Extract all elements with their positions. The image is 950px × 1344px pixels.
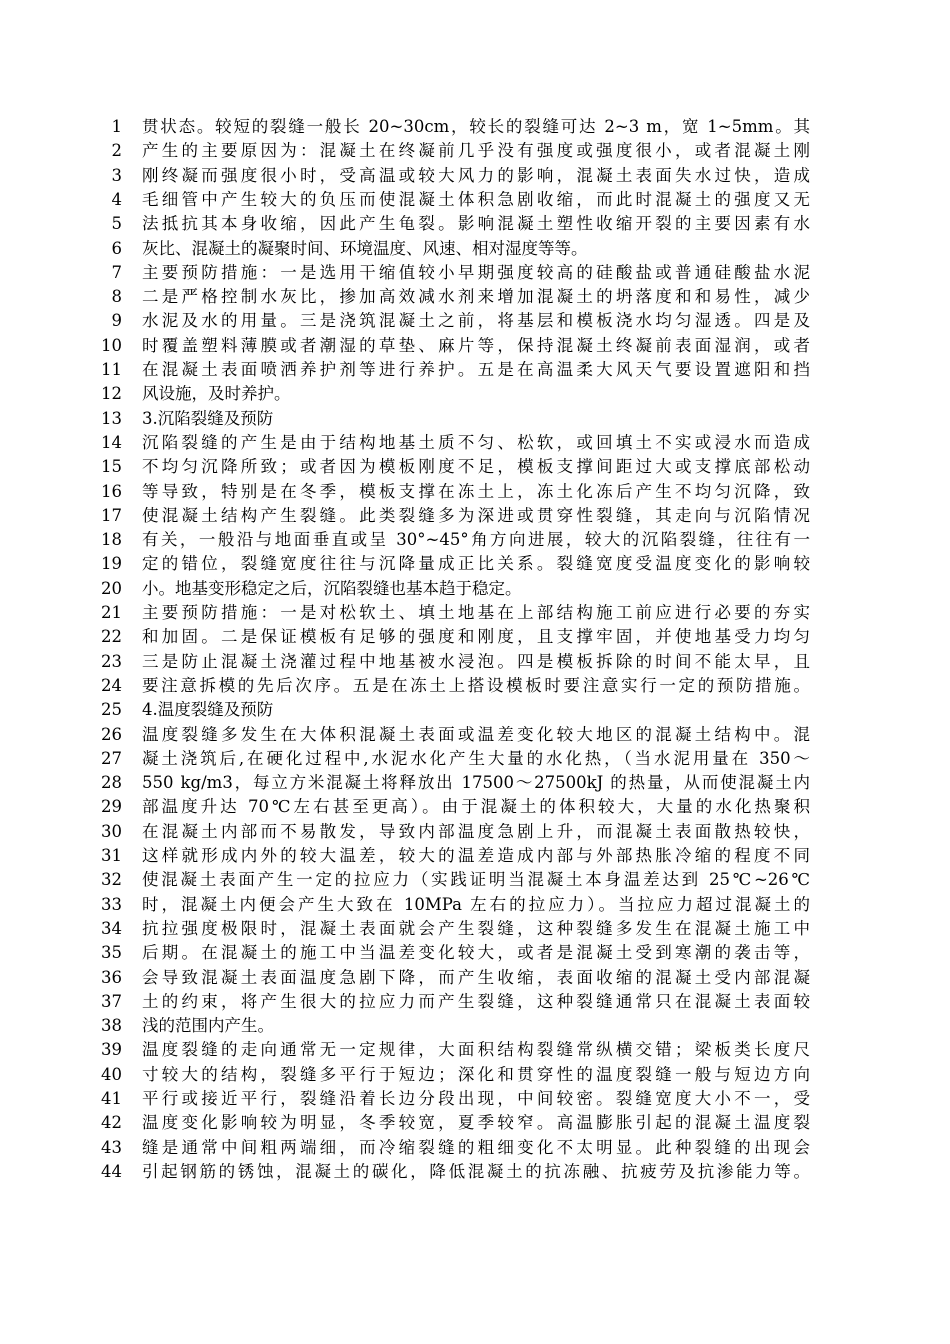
line-number: 25	[101, 700, 122, 720]
line-number: 26	[101, 724, 122, 744]
line-text: 灰比、混凝土的凝聚时间、环境温度、风速、相对湿度等等。	[142, 238, 588, 258]
document-line	[0, 673, 950, 699]
line-number: 27	[101, 748, 122, 768]
line-text: 寸较大的结构，裂缝多平行于短边；深化和贯穿性的温度裂缝一般与短边方向	[142, 1064, 810, 1084]
line-number: 23	[101, 651, 122, 671]
line-text: 刚终凝而强度很小时，受高温或较大风力的影响，混凝土表面失水过快，造成	[142, 165, 810, 185]
line-text: 部温度升达 70℃左右甚至更高）。由于混凝土的体积较大，大量的水化热聚积	[142, 797, 810, 817]
line-text: 在混凝土内部而不易散发，导致内部温度急剧上升，而混凝土表面散热较快，	[142, 821, 810, 841]
line-number: 8	[111, 287, 122, 307]
document-line	[0, 551, 950, 577]
document-line	[0, 479, 950, 505]
document-line	[0, 114, 950, 140]
document-line	[0, 940, 950, 966]
document-line	[0, 333, 950, 359]
line-text: 这样就形成内外的较大温差，较大的温差造成内部与外部热胀冷缩的程度不同	[142, 846, 810, 865]
line-number: 6	[111, 238, 122, 258]
document-line	[0, 600, 950, 626]
line-number: 37	[101, 991, 122, 1011]
document-line	[0, 746, 950, 772]
line-text: 会导致混凝土表面温度急剧下降，而产生收缩，表面收缩的混凝土受内部混凝	[142, 967, 810, 987]
line-number: 19	[101, 554, 122, 574]
line-number: 12	[101, 384, 122, 404]
line-number: 31	[101, 846, 122, 865]
document-line	[0, 503, 950, 529]
line-number: 44	[101, 1161, 122, 1181]
line-text: 和加固。二是保证模板有足够的强度和刚度，且支撑牢固，并使地基受力均匀	[142, 627, 810, 647]
line-text: 二是严格控制水灰比，掺加高效减水剂来增加混凝土的坍落度和和易性，减少	[142, 287, 810, 307]
line-text: 4.温度裂缝及预防	[142, 700, 274, 720]
document-line	[0, 308, 950, 334]
line-number: 10	[101, 335, 122, 355]
line-number: 24	[101, 675, 122, 695]
line-text: 主要预防措施：一是选用干缩值较小早期强度较高的硅酸盐或普通硅酸盐水泥	[142, 262, 810, 282]
document-line	[0, 284, 950, 310]
line-number: 18	[101, 530, 122, 550]
line-number: 28	[101, 773, 122, 793]
line-text: 3.沉陷裂缝及预防	[142, 408, 274, 428]
line-number: 21	[101, 603, 122, 622]
line-text: 550 kg/m3，每立方米混凝土将释放出 17500～27500kJ 的热量，从而使混凝土内	[142, 773, 810, 793]
line-text: 要注意拆模的先后次序。五是在冻土上搭设模板时要注意实行一定的预防措施。	[142, 675, 810, 695]
line-number: 16	[101, 481, 122, 501]
line-number: 13	[101, 408, 122, 428]
line-number: 36	[101, 967, 122, 987]
line-number: 3	[111, 165, 122, 185]
line-text: 抗拉强度极限时，混凝土表面就会产生裂缝，这种裂缝多发生在混凝土施工中	[142, 918, 810, 938]
document-line	[0, 1086, 950, 1112]
document-line	[0, 819, 950, 845]
line-number: 30	[101, 821, 122, 841]
line-number: 34	[101, 918, 122, 938]
document-line	[0, 697, 950, 723]
line-text: 产生的主要原因为：混凝土在终凝前几乎没有强度或强度很小，或者混凝土刚	[142, 141, 810, 161]
line-number: 41	[101, 1089, 122, 1108]
document-line	[0, 1062, 950, 1088]
line-text: 毛细管中产生较大的负压而使混凝土体积急剧收缩，而此时混凝土的强度又无	[142, 189, 810, 209]
line-text: 法抵抗其本身收缩，因此产生龟裂。影响混凝土塑性收缩开裂的主要因素有水	[142, 214, 810, 234]
document-line	[0, 1013, 950, 1039]
document-line	[0, 1135, 950, 1161]
line-text: 水泥及水的用量。三是浇筑混凝土之前，将基层和模板浇水均匀湿透。四是及	[142, 311, 810, 331]
document-line	[0, 649, 950, 675]
document-line	[0, 892, 950, 918]
document-line	[0, 916, 950, 942]
line-text: 三是防止混凝土浇灌过程中地基被水浸泡。四是模板拆除的时间不能太早，且	[142, 651, 810, 671]
line-number: 32	[101, 870, 122, 890]
line-number: 17	[101, 505, 122, 525]
line-number: 42	[101, 1113, 122, 1133]
line-text: 定的错位，裂缝宽度往往与沉降量成正比关系。裂缝宽度受温度变化的影响较	[142, 554, 810, 574]
document-line	[0, 430, 950, 456]
document-line	[0, 624, 950, 650]
line-number: 40	[101, 1064, 122, 1084]
document-line	[0, 965, 950, 991]
document-line	[0, 843, 950, 869]
line-text: 小。地基变形稳定之后，沉陷裂缝也基本趋于稳定。	[142, 578, 522, 598]
line-number: 38	[101, 1016, 122, 1036]
line-text: 时覆盖塑料薄膜或者潮湿的草垫、麻片等，保持混凝土终凝前表面湿润，或者	[142, 335, 810, 355]
line-text: 时，混凝土内便会产生大致在 10MPa 左右的拉应力）。当拉应力超过混凝土的	[142, 894, 810, 914]
line-text: 缝是通常中间粗两端细，而冷缩裂缝的粗细变化不太明显。此种裂缝的出现会	[142, 1137, 810, 1157]
line-text: 贯状态。较短的裂缝一般长 20~30cm，较长的裂缝可达 2~3 m，宽 1~5mm。其	[142, 117, 810, 136]
line-text: 凝土浇筑后,在硬化过程中,水泥水化产生大量的水化热，（当水泥用量在 350～	[142, 748, 810, 768]
line-number: 4	[111, 189, 122, 209]
line-number: 33	[101, 894, 122, 914]
line-text: 土的约束，将产生很大的拉应力而产生裂缝，这种裂缝通常只在混凝土表面较	[142, 991, 810, 1011]
document-line	[0, 260, 950, 286]
document-line	[0, 163, 950, 189]
document-line	[0, 211, 950, 237]
line-number: 5	[111, 214, 122, 234]
line-number: 39	[101, 1040, 122, 1060]
line-text: 温度裂缝的走向通常无一定规律，大面积结构裂缝常纵横交错；梁板类长度尺	[142, 1040, 810, 1060]
line-number: 43	[101, 1137, 122, 1157]
line-number: 22	[101, 627, 122, 647]
line-number: 29	[101, 797, 122, 817]
line-text: 平行或接近平行，裂缝沿着长边分段出现，中间较密。裂缝宽度大小不一，受	[142, 1089, 810, 1108]
line-text: 温度裂缝多发生在大体积混凝土表面或温差变化较大地区的混凝土结构中。混	[142, 724, 810, 744]
document-line	[0, 722, 950, 748]
line-number: 14	[101, 432, 122, 452]
document-line	[0, 1110, 950, 1136]
line-text: 主要预防措施：一是对松软土、填土地基在上部结构施工前应进行必要的夯实	[142, 603, 810, 622]
document-line	[0, 1159, 950, 1185]
line-number: 2	[111, 141, 122, 161]
document-line	[0, 406, 950, 432]
line-number: 15	[101, 457, 122, 477]
document-line	[0, 770, 950, 796]
line-text: 使混凝土表面产生一定的拉应力（实践证明当混凝土本身温差达到 25℃~26℃	[142, 870, 810, 890]
document-line	[0, 454, 950, 480]
line-text: 在混凝土表面喷洒养护剂等进行养护。五是在高温柔大风天气要设置遮阳和挡	[142, 360, 810, 379]
document-line	[0, 989, 950, 1015]
line-number: 7	[111, 262, 122, 282]
line-text: 引起钢筋的锈蚀，混凝土的碳化，降低混凝土的抗冻融、抗疲劳及抗渗能力等。	[142, 1161, 810, 1181]
line-number: 9	[111, 311, 122, 331]
document-line	[0, 357, 950, 383]
line-number: 20	[101, 578, 122, 598]
document-line	[0, 794, 950, 820]
line-text: 等导致，特别是在冬季，模板支撑在冻土上，冻土化冻后产生不均匀沉降，致	[142, 481, 810, 501]
line-text: 风设施，及时养护。	[142, 384, 291, 404]
line-number: 35	[101, 943, 122, 963]
document-line	[0, 527, 950, 553]
line-text: 有关，一般沿与地面垂直或呈 30°~45°角方向进展，较大的沉陷裂缝，往往有一	[142, 530, 810, 550]
line-text: 后期。在混凝土的施工中当温差变化较大，或者是混凝土受到寒潮的袭击等，	[142, 943, 810, 963]
line-text: 浅的范围内产生。	[142, 1016, 274, 1036]
line-text: 沉陷裂缝的产生是由于结构地基土质不匀、松软，或回填土不实或浸水而造成	[142, 432, 810, 452]
document-line	[0, 1037, 950, 1063]
document-line	[0, 381, 950, 407]
line-text: 不均匀沉降所致；或者因为模板刚度不足，模板支撑间距过大或支撑底部松动	[142, 457, 810, 477]
document-line	[0, 576, 950, 602]
line-number: 11	[101, 360, 122, 379]
line-number: 1	[111, 117, 122, 136]
document-line	[0, 138, 950, 164]
document-line	[0, 867, 950, 893]
document-line	[0, 187, 950, 213]
line-text: 温度变化影响较为明显，冬季较宽，夏季较窄。高温膨胀引起的混凝土温度裂	[142, 1113, 810, 1133]
document-line	[0, 236, 950, 262]
line-text: 使混凝土结构产生裂缝。此类裂缝多为深进或贯穿性裂缝，其走向与沉陷情况	[142, 505, 810, 525]
